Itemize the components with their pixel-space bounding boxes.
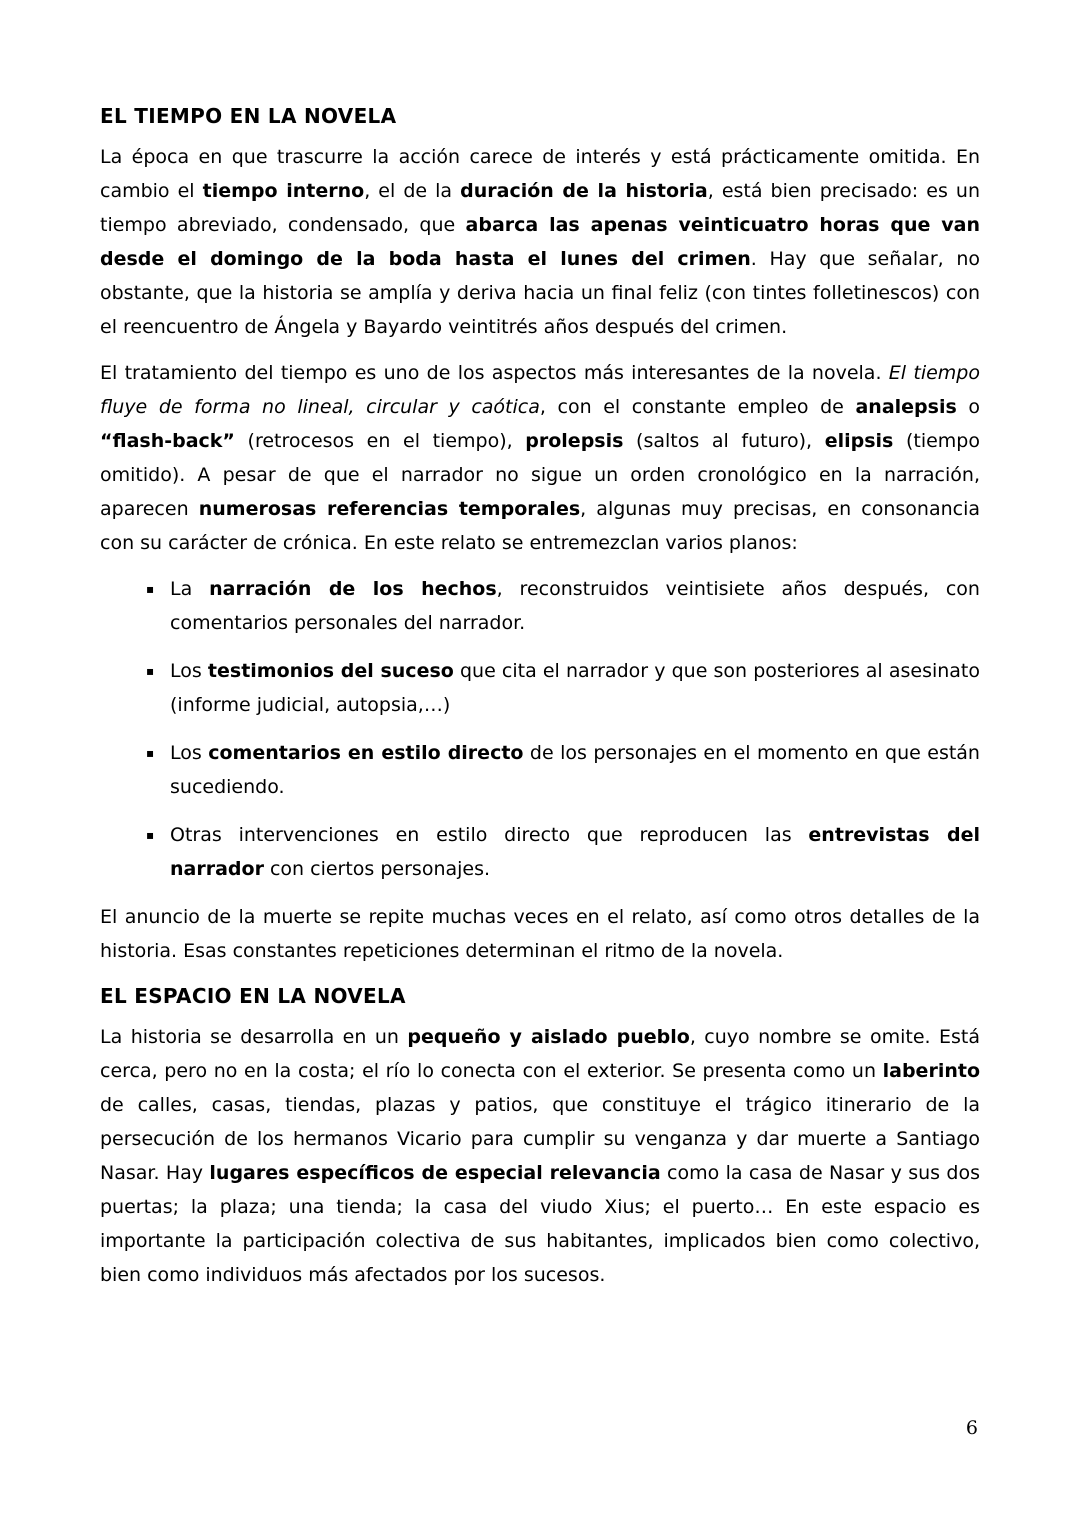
list-item-comentarios (100, 736, 980, 804)
section-heading-tiempo: EL TIEMPO EN LA NOVELA (100, 104, 397, 128)
bullet-list (100, 572, 980, 886)
list-item-entrevistas (100, 818, 980, 886)
list-item-text: Los comentarios en estilo directo de los personajes en el momento en que están sucediendo. (170, 742, 980, 798)
paragraph-epoca: La época en que trascurre la acción carece de interés y está prácticamente omitida. En cambio el tiempo interno, el de la duración de la historia, está bien precisado: es un tiempo abreviado, condensado, que abarca las apenas veinticuatro horas que van desde el domingo de la boda hasta el lunes del crimen. Hay que señalar, no obstante, que la historia se amplía y deriva hacia un final feliz (con tintes folletinescos) con el reencuentro de Ángela y Bayardo veintitrés años después del crimen. (100, 146, 980, 338)
page-number: 6 (965, 1417, 978, 1439)
list-item-text: Los testimonios del suceso que cita el narrador y que son posteriores al asesinato (informe judicial, autopsia,…) (170, 660, 981, 716)
bullet-icon: ▪ (146, 828, 155, 842)
paragraph-historia: La historia se desarrolla en un pequeño y aislado pueblo, cuyo nombre se omite. Está cerca, pero no en la costa; el río lo conecta con el exterior. Se presenta como un laberinto de calles, casas, tiendas, plazas y patios, que constituye el trágico itinerario de la persecución de los hermanos Vicario para cumplir su venganza y dar muerte a Santiago Nasar. Hay lugares específicos de especial relevancia como la casa de Nasar y sus dos puertas; la plaza; una tienda; la casa del viudo Xius; el puerto… En este espacio es importante la participación colectiva de sus habitantes, implicados bien como colectivo, bien como individuos más afectados por los sucesos. (100, 1026, 981, 1286)
section-heading-espacio: EL ESPACIO EN LA NOVELA (100, 984, 406, 1008)
paragraph-tratamiento: El tratamiento del tiempo es uno de los aspectos más interesantes de la novela. El tiempo fluye de forma no lineal, circular y caótica, con el constante empleo de analepsis o “flash-back” (retrocesos en el tiempo), prolepsis (saltos al futuro), elipsis (tiempo omitido). A pesar de que el narrador no sigue un orden cronológico en la narración, aparecen numerosas referencias temporales, algunas muy precisas, en consonancia con su carácter de crónica. En este relato se entremezclan varios planos: (100, 362, 980, 554)
list-item-testimonios (100, 654, 980, 722)
list-item-narracion (100, 572, 980, 640)
list-item-text: Otras intervenciones en estilo directo que reproducen las entrevistas del narrador con ciertos personajes. (170, 824, 980, 880)
bullet-icon: ▪ (146, 746, 155, 760)
bullet-icon: ▪ (146, 664, 155, 678)
list-item-text: La narración de los hechos, reconstruidos veintisiete años después, con comentarios personales del narrador. (170, 578, 980, 634)
paragraph-anuncio: El anuncio de la muerte se repite muchas veces en el relato, así como otros detalles de la historia. Esas constantes repeticiones determinan el ritmo de la novela. (100, 906, 980, 962)
bullet-icon: ▪ (146, 582, 155, 596)
